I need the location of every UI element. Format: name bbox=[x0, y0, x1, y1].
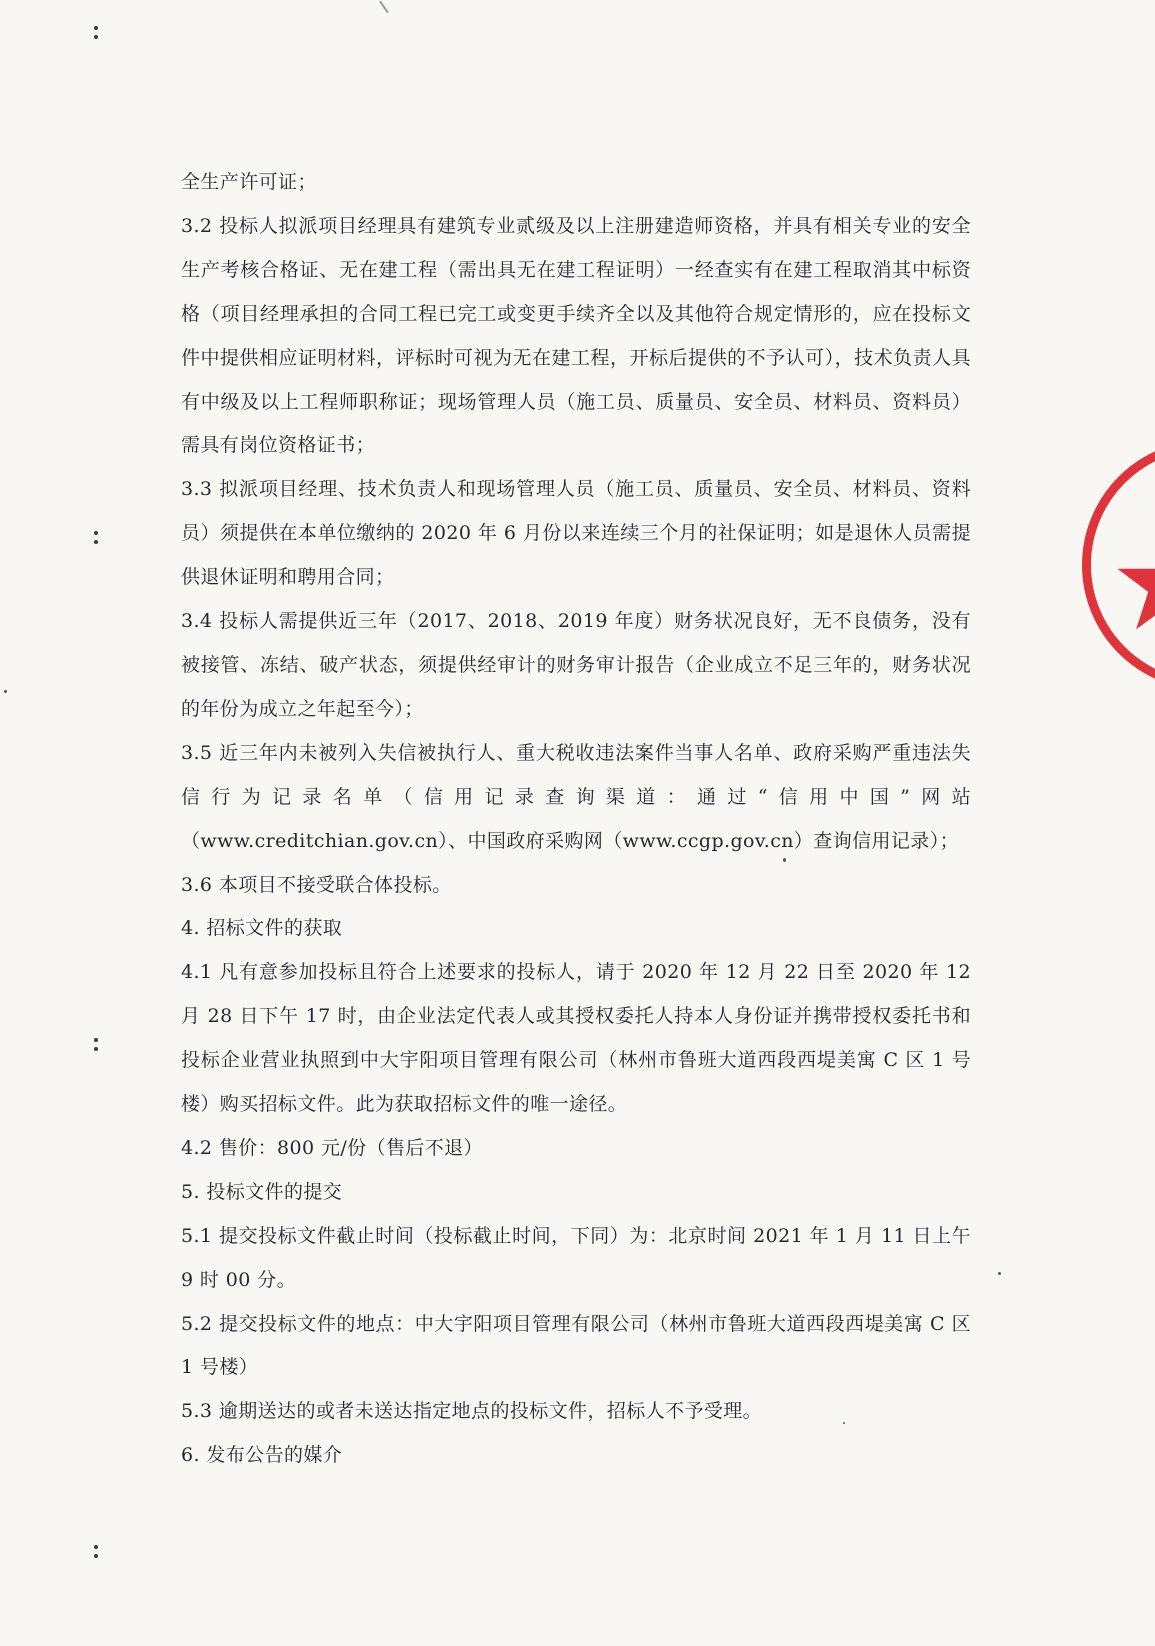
document-body bbox=[181, 161, 971, 1478]
binding-hole-mark bbox=[93, 1038, 99, 1052]
paragraph-5-1: 5.1 提交投标文件截止时间（投标截止时间，下同）为：北京时间 2021 年 1 月 11 日上午 9 时 00 分。 bbox=[181, 1224, 971, 1291]
paragraph-safety-permit-cont: 全生产许可证； bbox=[181, 171, 317, 193]
company-seal-stamp bbox=[1082, 440, 1155, 690]
section-heading-5: 5. 投标文件的提交 bbox=[181, 1180, 343, 1203]
binding-hole-mark bbox=[93, 1545, 99, 1559]
scan-speck bbox=[998, 1272, 1001, 1275]
scan-speck bbox=[4, 690, 7, 693]
paragraph-5-2: 5.2 提交投标文件的地点：中大宇阳项目管理有限公司（林州市鲁班大道西段西堤美寓 C 区 1 号楼） bbox=[181, 1312, 971, 1379]
binding-hole-mark bbox=[93, 531, 99, 545]
paragraph-5-3: 5.3 逾期送达的或者未送达指定地点的投标文件，招标人不予受理。 bbox=[181, 1400, 763, 1423]
scan-scratch bbox=[379, 1, 389, 14]
seal-star-icon bbox=[1113, 527, 1155, 637]
section-heading-6: 6. 发布公告的媒介 bbox=[181, 1444, 343, 1467]
paragraph-3-3: 3.3 拟派项目经理、技术负责人和现场管理人员（施工员、质量员、安全员、材料员、资料员）须提供在本单位缴纳的 2020 年 6 月份以来连续三个月的社保证明；如是退休人员需提供退休证明和聘用合同； bbox=[181, 478, 971, 589]
paragraph-4-1: 4.1 凡有意参加投标且符合上述要求的投标人，请于 2020 年 12 月 22 日至 2020 年 12 月 28 日下午 17 时，由企业法定代表人或其授权委托人持本人身份证并携带授权委托书和投标企业营业执照到中大宇阳项目管理有限公司（林州市鲁班大道西段西堤美寓 C 区 1 号楼）购买招标文件。此为获取招标文件的唯一途径。 bbox=[181, 961, 971, 1116]
paragraph-3-6: 3.6 本项目不接受联合体投标。 bbox=[181, 873, 452, 896]
paragraph-3-2: 3.2 投标人拟派项目经理具有建筑专业贰级及以上注册建造师资格，并具有相关专业的安全生产考核合格证、无在建工程（需出具无在建工程证明）一经查实有在建工程取消其中标资格（项目经理承担的合同工程已完工或变更手续齐全以及其他符合规定情形的，应在投标文件中提供相应证明材料，评标时可视为无在建工程，开标后提供的不予认可），技术负责人具有中级及以上工程师职称证；现场管理人员（施工员、质量员、安全员、材料员、资料员）需具有岗位资格证书； bbox=[181, 214, 971, 457]
section-heading-4: 4. 招标文件的获取 bbox=[181, 917, 343, 940]
binding-hole-mark bbox=[93, 26, 99, 40]
paragraph-3-5: 3.5 近三年内未被列入失信被执行人、重大税收违法案件当事人名单、政府采购严重违法失信行为记录名单（信用记录查询渠道：通过“信用中国”网站（www.creditchian.gov.cn）、中国政府采购网（www.ccgp.gov.cn）查询信用记录）； bbox=[181, 741, 971, 852]
paragraph-3-4: 3.4 投标人需提供近三年（2017、2018、2019 年度）财务状况良好，无不良债务，没有被接管、冻结、破产状态，须提供经审计的财务审计报告（企业成立不足三年的，财务状况的年份为成立之年起至今）； bbox=[181, 610, 971, 720]
paragraph-4-2: 4.2 售价：800 元/份（售后不退） bbox=[181, 1136, 483, 1159]
